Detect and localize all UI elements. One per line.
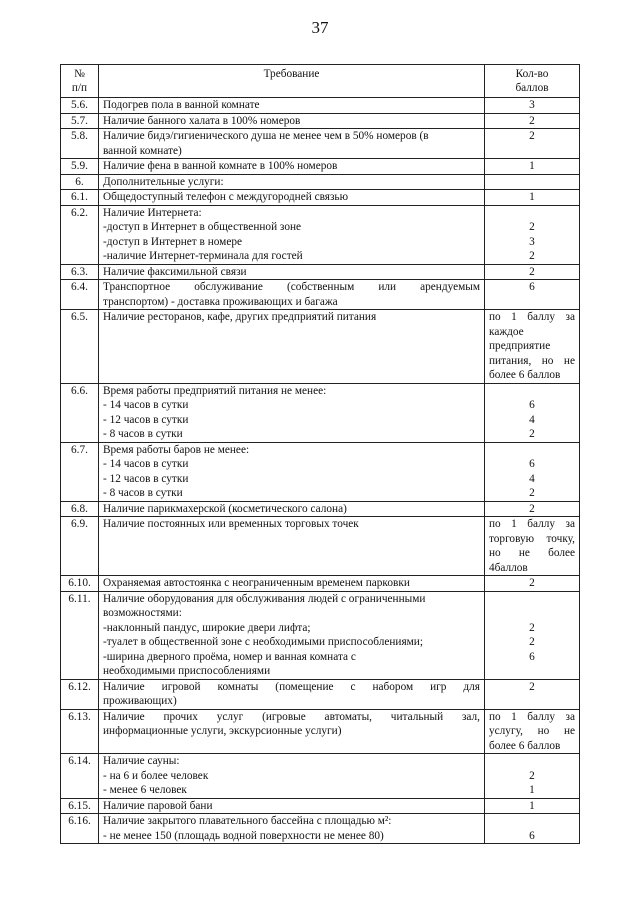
requirement-line: - 12 часов в сутки xyxy=(103,472,189,485)
table-row xyxy=(61,576,580,592)
row-points xyxy=(485,280,580,310)
row-requirement xyxy=(99,709,485,754)
points-value: 2 xyxy=(529,114,535,127)
header-number-line: № xyxy=(74,67,85,80)
row-number: 6.4. xyxy=(61,280,99,310)
row-points xyxy=(485,679,580,709)
requirement-line: Наличие банного халата в 100% номеров xyxy=(103,114,301,127)
points-value: 6 xyxy=(529,650,535,663)
requirement-line: Наличие паровой бани xyxy=(103,799,213,812)
requirement-line: - 8 часов в сутки xyxy=(103,428,183,440)
points-value: 6 xyxy=(529,399,535,411)
requirement-line: -доступ в Интернет в общественной зоне xyxy=(103,221,302,233)
requirement-line: - не менее 150 (площадь водной поверхности не менее 80) xyxy=(103,829,384,842)
header-points-line: баллов xyxy=(515,82,549,94)
row-number: 6.7. xyxy=(61,442,99,501)
header-requirement: Требование xyxy=(99,65,485,98)
points-value xyxy=(489,175,575,190)
table-row xyxy=(61,517,580,576)
requirement-line: - 14 часов в сутки xyxy=(103,399,189,411)
row-number: 6.6. xyxy=(61,383,99,442)
requirements-table xyxy=(60,64,580,844)
row-points xyxy=(485,159,580,175)
row-requirement xyxy=(99,383,485,442)
requirement-line: Общедоступный телефон с междугородней связью xyxy=(103,191,349,203)
points-value: 1 xyxy=(529,784,535,796)
table-row xyxy=(61,205,580,264)
requirement-line: Транспортное обслуживание (собственным или арендуемым xyxy=(103,281,480,293)
row-points xyxy=(485,129,580,159)
row-requirement xyxy=(99,517,485,576)
requirement-line: - на 6 и более человек xyxy=(103,769,209,782)
requirement-line: Подогрев пола в ванной комнате xyxy=(103,99,260,111)
row-number: 6.1. xyxy=(61,190,99,206)
row-points xyxy=(485,754,580,799)
header-points xyxy=(485,65,580,98)
points-note: по 1 баллу за каждое предприятие питания, но не более 6 баллов xyxy=(485,310,580,384)
row-number: 6.8. xyxy=(61,501,99,517)
points-value: 3 xyxy=(529,99,535,111)
points-value: 2 xyxy=(529,577,535,589)
header-number xyxy=(61,65,99,98)
points-value: 2 xyxy=(529,502,535,515)
header-number-line: п/п xyxy=(71,82,88,94)
row-points xyxy=(485,383,580,442)
requirement-line: информационные услуги, экскурсионные услуги) xyxy=(103,725,342,737)
table-row xyxy=(61,679,580,709)
points-value: 1 xyxy=(529,799,535,812)
row-points xyxy=(485,798,580,814)
points-value xyxy=(489,384,575,399)
table-row xyxy=(61,383,580,442)
row-number: 6.2. xyxy=(61,205,99,264)
points-value xyxy=(489,814,575,829)
requirement-line: Наличие закрытого плавательного бассейна с площадью м²: xyxy=(103,815,392,827)
points-value: 4 xyxy=(529,472,535,485)
row-number: 6.14. xyxy=(61,754,99,799)
points-value: 2 xyxy=(529,428,535,440)
points-value: 1 xyxy=(529,160,535,172)
table-row xyxy=(61,98,580,114)
requirement-line: Наличие Интернета: xyxy=(103,206,202,219)
row-requirement xyxy=(99,754,485,799)
points-value xyxy=(489,754,575,769)
row-requirement xyxy=(99,129,485,159)
row-points xyxy=(485,814,580,844)
points-value: 6 xyxy=(529,829,535,842)
row-points xyxy=(485,205,580,264)
row-points xyxy=(485,576,580,592)
row-number: 6.15. xyxy=(61,798,99,814)
row-requirement xyxy=(99,98,485,114)
points-value: 2 xyxy=(529,265,535,278)
requirement-line: Наличие факсимильной связи xyxy=(103,265,247,278)
points-value: 1 xyxy=(529,191,535,203)
row-number: 6.10. xyxy=(61,576,99,592)
row-requirement xyxy=(99,576,485,592)
table-row xyxy=(61,442,580,501)
points-value: 2 xyxy=(529,636,535,648)
row-number: 5.6. xyxy=(61,98,99,114)
row-points xyxy=(485,98,580,114)
table-header-row xyxy=(61,65,580,98)
points-value: 2 xyxy=(529,680,535,693)
row-points xyxy=(485,113,580,129)
requirement-line: проживающих) xyxy=(103,695,177,707)
table-row xyxy=(61,174,580,190)
requirement-line: возможностями: xyxy=(103,607,182,619)
requirement-line: Время работы предприятий питания не менее: xyxy=(103,384,327,397)
row-points xyxy=(485,190,580,206)
row-points xyxy=(485,174,580,190)
points-value: 3 xyxy=(529,235,535,248)
requirement-line: -наклонный пандус, широкие двери лифта; xyxy=(103,621,311,634)
table-row xyxy=(61,501,580,517)
requirement-line: -туалет в общественной зоне с необходимыми приспособлениями; xyxy=(103,636,423,648)
row-requirement xyxy=(99,205,485,264)
row-number: 6.5. xyxy=(61,310,99,384)
points-value: 2 xyxy=(529,250,535,262)
points-value xyxy=(489,443,575,458)
table-row xyxy=(61,113,580,129)
row-requirement xyxy=(99,798,485,814)
row-requirement xyxy=(99,174,485,190)
points-note: по 1 баллу за торговую точку, но не более 4баллов xyxy=(485,517,580,576)
requirement-line: Время работы баров не менее: xyxy=(103,443,250,456)
row-number: 6.3. xyxy=(61,264,99,280)
row-number: 6.16. xyxy=(61,814,99,844)
row-number: 6.9. xyxy=(61,517,99,576)
requirement-line: - менее 6 человек xyxy=(103,784,187,796)
row-points xyxy=(485,591,580,679)
requirement-line: Наличие прочих услуг (игровые автоматы, читальный зал, xyxy=(103,710,480,723)
row-number: 5.8. xyxy=(61,129,99,159)
requirement-line: Дополнительные услуги: xyxy=(103,175,224,188)
requirement-line: - 14 часов в сутки xyxy=(103,458,189,470)
row-requirement xyxy=(99,113,485,129)
table-row xyxy=(61,814,580,844)
points-note: по 1 баллу за услугу, но не более 6 баллов xyxy=(485,709,580,754)
requirement-line: Наличие ресторанов, кафе, других предприятий питания xyxy=(103,311,377,323)
row-number: 5.9. xyxy=(61,159,99,175)
row-points xyxy=(485,264,580,280)
row-requirement xyxy=(99,591,485,679)
row-number: 6.13. xyxy=(61,709,99,754)
requirement-line: - 12 часов в сутки xyxy=(103,413,189,426)
requirement-line: необходимыми приспособлениями xyxy=(103,665,271,677)
requirement-line: Наличие парикмахерской (косметического салона) xyxy=(103,502,347,515)
points-value xyxy=(489,606,575,621)
requirement-line: Наличие бидэ/гигиенического душа не менее чем в 50% номеров (в xyxy=(103,130,429,142)
requirement-line: -наличие Интернет-терминала для гостей xyxy=(103,250,303,262)
points-value: 2 xyxy=(529,487,535,499)
requirement-line: -ширина дверного проёма, номер и ванная комната с xyxy=(103,650,356,663)
row-requirement xyxy=(99,310,485,384)
requirement-line: -доступ в Интернет в номере xyxy=(103,235,243,248)
page-number: 37 xyxy=(311,18,329,37)
row-points xyxy=(485,501,580,517)
requirement-line: Наличие игровой комнаты (помещение с набором игр для xyxy=(103,680,480,693)
points-value xyxy=(489,664,575,679)
points-value: 2 xyxy=(529,221,535,233)
row-number: 6.12. xyxy=(61,679,99,709)
requirement-line: Наличие постоянных или временных торговых точек xyxy=(103,518,359,530)
points-value xyxy=(489,592,575,607)
row-requirement xyxy=(99,264,485,280)
table-row xyxy=(61,264,580,280)
requirement-line: Охраняемая автостоянка с неограниченным временем парковки xyxy=(103,577,410,589)
table-row xyxy=(61,310,580,384)
row-requirement xyxy=(99,442,485,501)
points-value: 6 xyxy=(529,458,535,470)
requirement-line: Наличие сауны: xyxy=(103,755,180,767)
points-value xyxy=(489,206,575,221)
row-requirement xyxy=(99,159,485,175)
table-row xyxy=(61,159,580,175)
table-row xyxy=(61,129,580,159)
row-number: 6. xyxy=(61,174,99,190)
row-requirement xyxy=(99,501,485,517)
header-points-line: Кол-во xyxy=(515,67,549,80)
table-row xyxy=(61,798,580,814)
table-row xyxy=(61,591,580,679)
requirement-line: ванной комнате) xyxy=(103,144,182,157)
row-number: 5.7. xyxy=(61,113,99,129)
requirement-line: Наличие оборудования для обслуживания людей с ограниченными xyxy=(103,592,426,605)
points-value: 4 xyxy=(529,413,535,426)
requirement-line: Наличие фена в ванной комнате в 100% номеров xyxy=(103,160,338,172)
row-requirement xyxy=(99,814,485,844)
points-value: 2 xyxy=(529,621,535,634)
table-row xyxy=(61,754,580,799)
row-requirement xyxy=(99,280,485,310)
row-number: 6.11. xyxy=(61,591,99,679)
points-value: 6 xyxy=(529,281,535,293)
points-value: 2 xyxy=(529,130,535,142)
table-row xyxy=(61,190,580,206)
row-requirement xyxy=(99,190,485,206)
row-points xyxy=(485,442,580,501)
requirement-line: - 8 часов в сутки xyxy=(103,487,183,499)
row-requirement xyxy=(99,679,485,709)
table-row xyxy=(61,280,580,310)
table-row xyxy=(61,709,580,754)
points-value: 2 xyxy=(529,769,535,782)
requirement-line: транспортом) - доставка проживающих и багажа xyxy=(103,295,338,308)
